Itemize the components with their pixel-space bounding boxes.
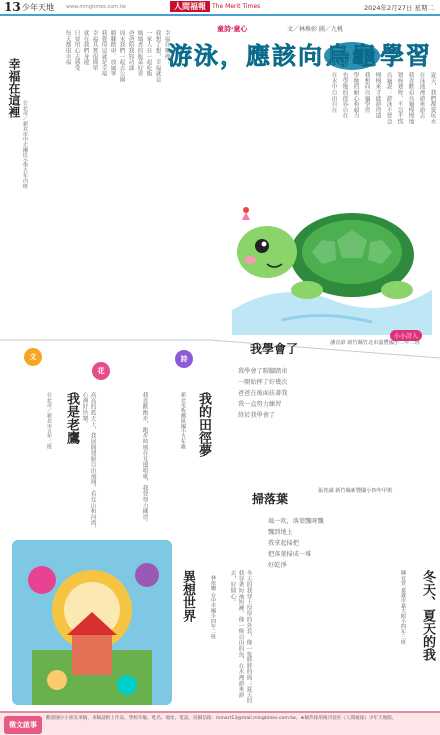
poem-body-seasons: 冬天的我穿上厚厚的外套，像一隻胖胖的熊；夏天的我穿著短袖短褲，像一條自由的魚，在水裡游來游去，好開心。 xyxy=(229,570,251,704)
feature-body-line: 我想向烏龜學習 xyxy=(363,72,369,113)
side-author: 台北市／新北市中正國民小學五年丙班 xyxy=(22,100,28,189)
left-article-line: 我覺得這就是幸福 xyxy=(100,30,106,77)
turtle-word: 烏龜 xyxy=(326,42,378,70)
flower-icon-3: 詩 xyxy=(175,350,193,368)
butterfly-icon xyxy=(242,212,250,220)
feature-body-line: 學牠的耐心和毅力 xyxy=(352,72,358,119)
feature-body-line: 在水中自由自在 xyxy=(330,72,336,113)
section-name: 少年天地 xyxy=(22,3,54,12)
feature-body-line: 划呀划呀，不急不慌 xyxy=(396,72,402,125)
left-article-line: 媽媽煮的飯菜好香 xyxy=(136,30,142,77)
poem-author-track: 新北市板橋區國小五年級 xyxy=(180,392,186,450)
poem-line: 我一直努力練習 xyxy=(238,401,282,408)
poem-line: 風一吹，落葉飄呀飄 xyxy=(268,518,324,525)
kids-drawing xyxy=(12,540,172,705)
site-url[interactable]: www.mingtimes.com.tw xyxy=(66,4,126,10)
left-article-line: 爸爸陪我寫功課 xyxy=(127,30,133,71)
poem-author-seasons: 陳宜萱 嘉義市嘉大附小四年三班 xyxy=(400,570,406,645)
poem-body-learned xyxy=(238,366,434,421)
left-article-line: 周末我們一起去公園 xyxy=(118,30,124,83)
issue-date: 2024年2月27日 星期二 xyxy=(363,4,434,12)
submission-text: 歡迎國小小朋友來稿，來稿請附上作品、學校年級、姓名、地址、電話。投稿信箱：mmart13@mail.mingtimes.com.tw。★稿件採用後刊登於《人間福報》少年天地版。 xyxy=(46,716,397,721)
poem-line: 終於我學會了 xyxy=(238,412,276,419)
poem-title-track: 我的田徑夢 xyxy=(196,392,211,457)
feature-title: 游泳，應該向烏龜學習 xyxy=(168,42,432,70)
poem-line: 飄到地上 xyxy=(268,529,293,536)
poem-line: 好乾淨 xyxy=(268,562,287,569)
poem-title-eagle: 我是老鷹 xyxy=(64,392,79,444)
feature-body-line: 我喜歡看烏龜慢慢地 xyxy=(407,72,413,125)
poem-author-learned: 潘宜諺 新竹縣竹北市嘉豐國小二年二班 xyxy=(330,340,420,346)
feature-body-line: 夏天，我們都愛玩水 xyxy=(429,72,435,125)
feature-body-line: 在泳池裡游來游去 xyxy=(418,72,424,119)
poem-title-sweep: 掃落葉 xyxy=(252,492,289,506)
submission-logo: 徵文啟事 xyxy=(4,716,42,734)
poem-title-learned: 我學會了 xyxy=(250,342,299,356)
left-article-line: 幸福其實很簡單 xyxy=(91,30,97,71)
feature-body-line: 也學牠的從容自在 xyxy=(341,72,347,119)
poem-line: 我學會了騎腳踏車 xyxy=(238,368,288,375)
left-article-line: 騎腳踏車、放風箏 xyxy=(109,30,115,77)
left-article-line: 每天都很幸福 xyxy=(64,30,70,65)
poem-title-fantasy: 異想世界 xyxy=(180,570,195,622)
poem-body-sweep xyxy=(268,516,434,571)
left-article-line: 就在我們身邊 xyxy=(82,30,88,65)
poem-author-fantasy: 林依姍 台中市國小四年二班 xyxy=(210,575,216,640)
poem-line: 我拿起掃把 xyxy=(268,540,299,547)
side-title: 幸福在這裡 xyxy=(7,58,21,118)
poem-body-eagle: 高高的藍天上，我展開翅膀自由飛翔，看見山和河流，心裡好快樂。 xyxy=(81,392,95,532)
poem-author-eagle: 台北市／新北市五年二班 xyxy=(46,392,52,450)
left-article-line: 只要用心去感受 xyxy=(73,30,79,71)
left-article-line: 一家人在一起吃飯 xyxy=(145,30,151,77)
feature-body-line: 烏龜說：游泳不要急 xyxy=(385,72,391,125)
left-article-line: 幸福在哪裡？ xyxy=(163,30,169,65)
brand-english: The Merit Times xyxy=(212,3,261,10)
left-article xyxy=(38,30,170,335)
footer xyxy=(0,711,440,735)
flower-icon-1: 文 xyxy=(24,348,42,366)
poem-line: 爸爸在後面扶著我 xyxy=(238,390,288,397)
left-article-line: 我想了想，幸福就是 xyxy=(154,30,160,83)
turtle-illustration xyxy=(222,160,436,335)
poem-title-seasons: 冬天、夏天的我 xyxy=(420,570,435,661)
poem-author-sweep: 張育誠 新竹縣新豐國小四年甲班 xyxy=(318,488,393,494)
poem-body-track: 我喜歡跑步，跑步時風在耳邊唱歌，我要努力練習。 xyxy=(141,392,147,526)
turtle-head xyxy=(237,226,297,278)
page-header xyxy=(0,0,440,16)
feature-byline: 文／林煥彰 圖／九桃 xyxy=(287,26,343,33)
feature-tag: 童詩‧童心 xyxy=(217,25,248,33)
feature-body-line: 慢慢來才能游得遠 xyxy=(374,72,380,119)
brand-logo: 人間福報 xyxy=(170,1,210,12)
flower-icon-2: 花 xyxy=(92,362,110,380)
badge-small-poet: 小小詩人 xyxy=(390,330,422,341)
poem-line: 一開始摔了好幾次 xyxy=(238,379,288,386)
page-number: 13 xyxy=(4,0,21,14)
feature-body xyxy=(174,72,436,162)
poem-line: 把落葉掃成一堆 xyxy=(268,551,312,558)
